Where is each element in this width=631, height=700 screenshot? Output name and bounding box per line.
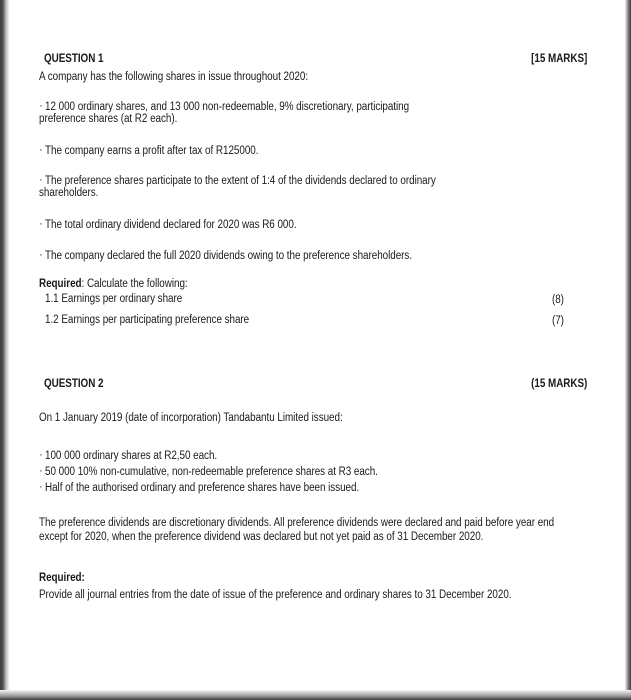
question-1-title: QUESTION 1	[44, 53, 104, 65]
bullet-marker: ·	[39, 465, 43, 477]
q2-bullet-1: 100 000 ordinary shares at R2,50 each.	[45, 450, 218, 462]
q1-required-line	[39, 277, 188, 291]
bullet-marker: ·	[39, 249, 43, 261]
q1-required-text: : Calculate the following:	[81, 278, 188, 290]
bullet-marker: ·	[39, 218, 43, 230]
question-1-intro: A company has the following shares in issue throughout 2020:	[39, 71, 309, 83]
q1-item-1-marks: (8)	[552, 294, 564, 306]
bullet-marker: ·	[39, 481, 43, 493]
q1-item-2-marks: (7)	[552, 315, 564, 327]
q1-bullet-1-line-1: 12 000 ordinary shares, and 13 000 non-redeemable, 9% discretionary, participating	[45, 101, 410, 113]
question-2-marks: (15 MARKS)	[530, 378, 587, 390]
q2-bullet-2: 50 000 10% non-cumulative, non-redeemable preference shares at R3 each.	[45, 466, 378, 478]
q1-bullet-1-line-2: preference shares (at R2 each).	[39, 113, 178, 125]
bullet-marker: ·	[39, 449, 43, 461]
page-edge-right	[625, 0, 631, 700]
bullet-marker: ·	[39, 144, 43, 156]
q1-item-2-label: 1.2 Earnings per participating preference share	[45, 314, 250, 326]
page-edge-bottom	[0, 690, 631, 700]
bullet-marker: ·	[39, 174, 43, 186]
question-2-title: QUESTION 2	[44, 378, 104, 390]
question-1-marks: [15 MARKS]	[530, 53, 587, 65]
question-2-intro: On 1 January 2019 (date of incorporation) Tandabantu Limited issued:	[39, 412, 343, 424]
q2-bullet-3: Half of the authorised ordinary and preference shares have been issued.	[45, 482, 360, 494]
q1-bullet-4: The total ordinary dividend declared for 2020 was R6 000.	[45, 219, 297, 231]
q2-required-label: Required:	[39, 572, 85, 584]
bullet-marker: ·	[39, 100, 43, 112]
q1-bullet-3-line-2: shareholders.	[39, 187, 99, 199]
q1-required-label: Required	[39, 278, 82, 290]
q1-bullet-3-line-1: The preference shares participate to the extent of 1:4 of the dividends declared to ordinary	[45, 175, 436, 187]
q1-bullet-5: The company declared the full 2020 dividends owing to the preference shareholders.	[45, 250, 413, 262]
q1-bullet-2: The company earns a profit after tax of R125000.	[45, 145, 259, 157]
q1-item-1-label: 1.1 Earnings per ordinary share	[45, 293, 183, 305]
q2-paragraph-line-2: except for 2020, when the preference dividend was declared but not yet paid as of 31 December 2020.	[39, 531, 484, 543]
q2-required-text: Provide all journal entries from the date of issue of the preference and ordinary shares to 31 December 2020.	[39, 589, 512, 601]
q2-paragraph-line-1: The preference dividends are discretionary dividends. All preference dividends were declared and paid before year end	[39, 517, 555, 529]
page-edge-left	[0, 0, 9, 700]
